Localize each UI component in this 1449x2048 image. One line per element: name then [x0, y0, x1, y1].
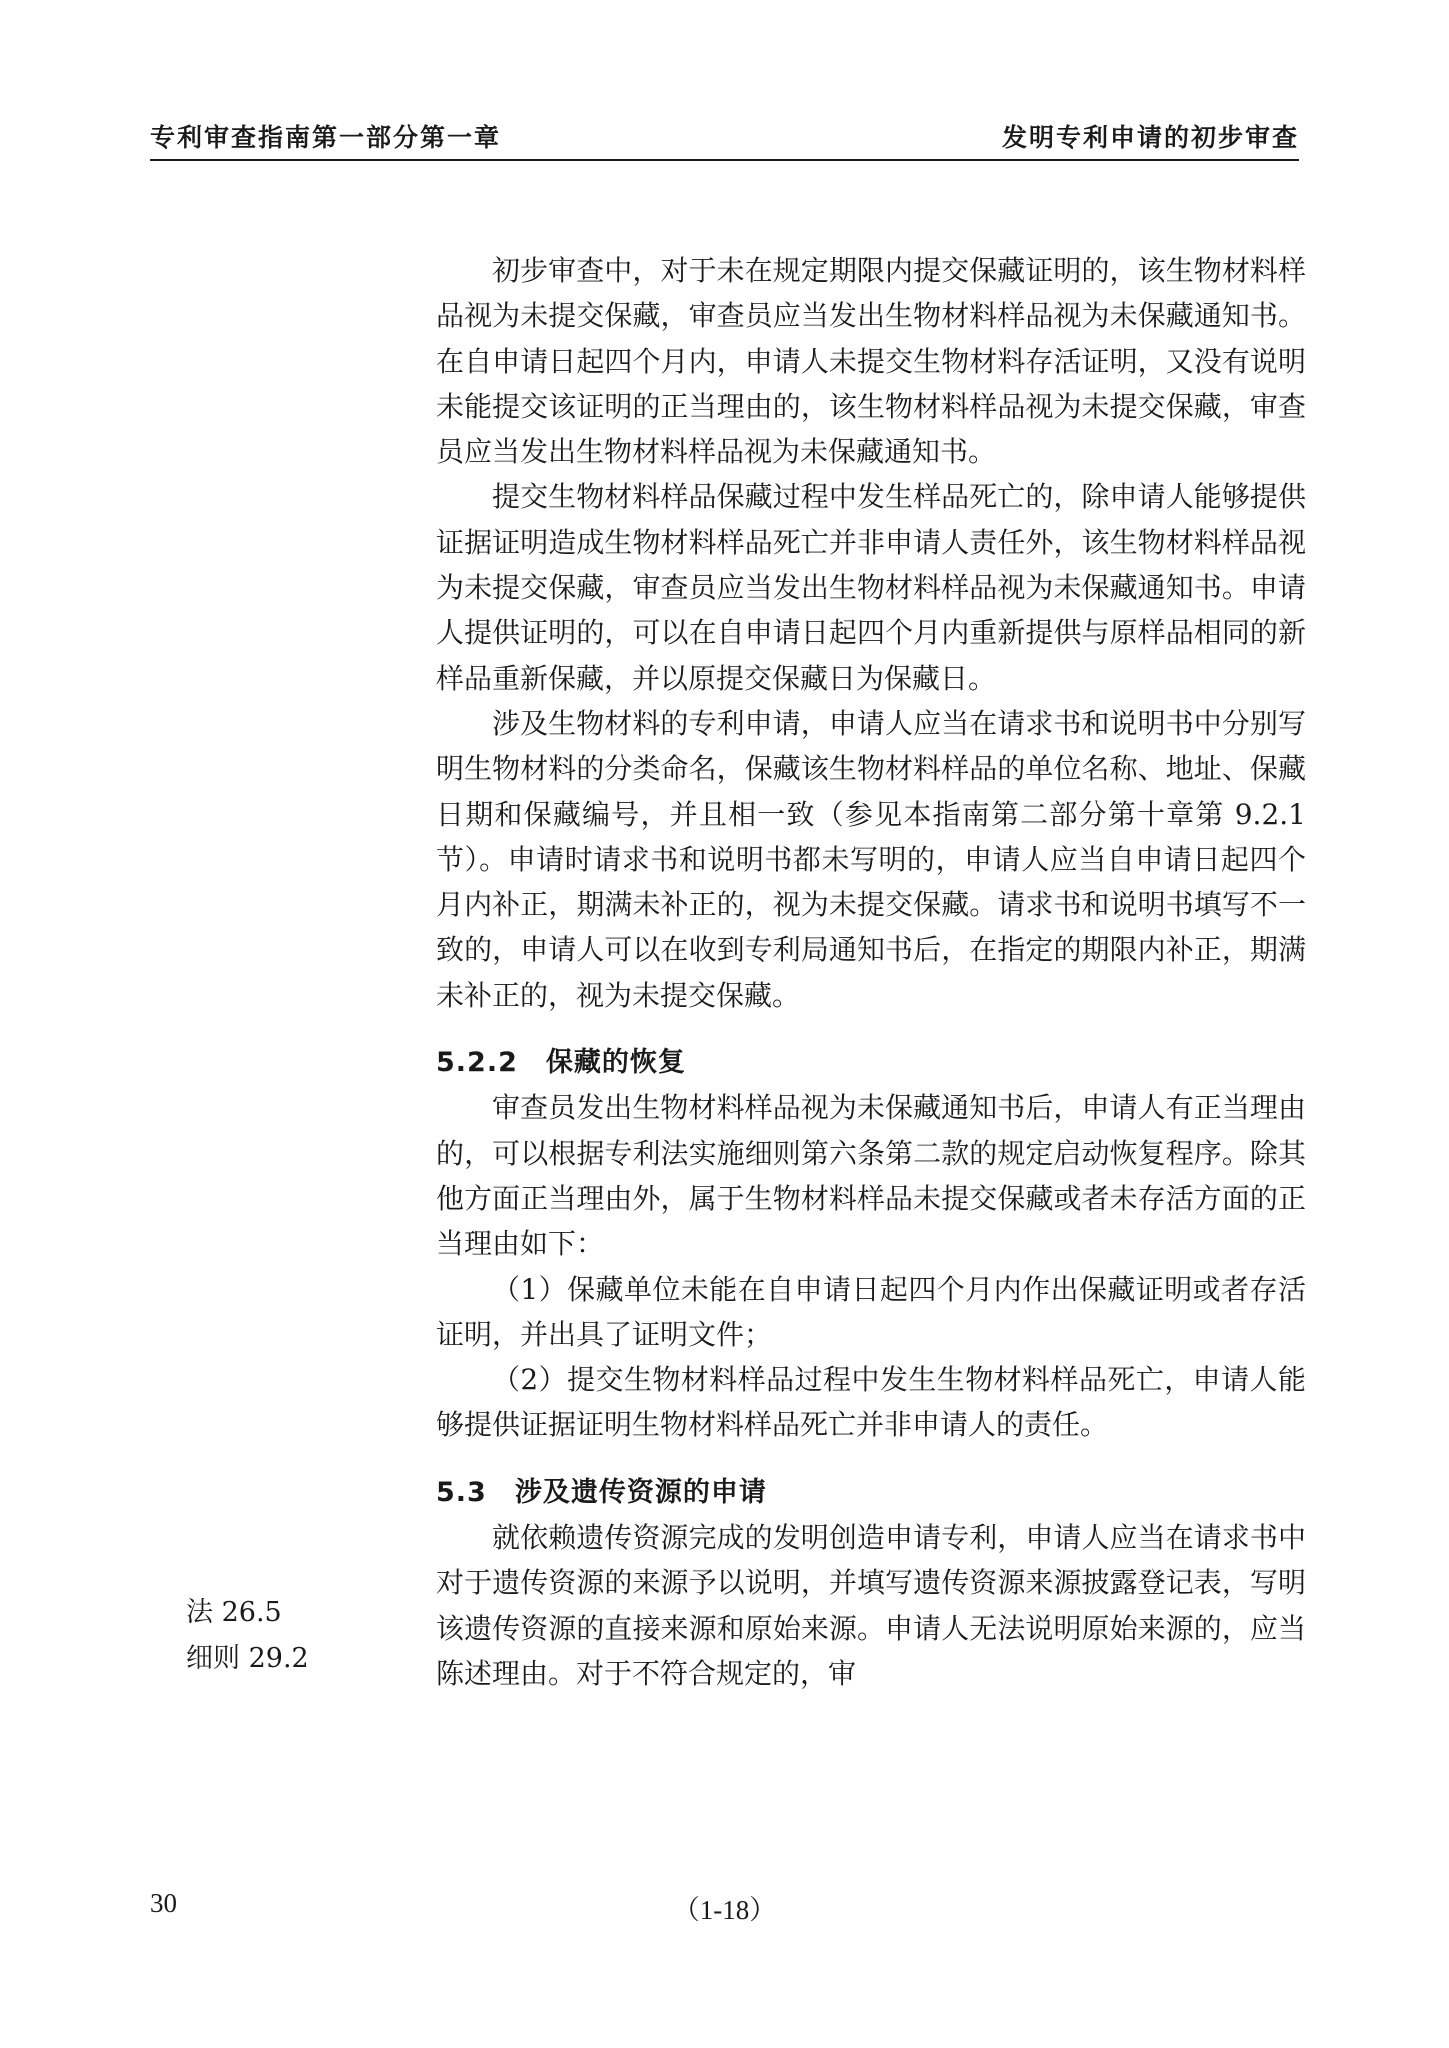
footer-section-number: （1-18） [672, 1895, 777, 1925]
section-heading-5-3: 5.3 涉及遗传资源的申请 [436, 1476, 767, 1508]
header-divider [150, 159, 1299, 161]
margin-note-rule: 细则 29.2 [186, 1643, 309, 1674]
section-gap [436, 1018, 1306, 1040]
section-gap [436, 1448, 1306, 1470]
paragraph-request-consistency: 涉及生物材料的专利申请，申请人应当在请求书和说明书中分别写明生物材料的分类命名，保藏该生物材料样品的单位名称、地址、保藏日期和保藏编号，并且相一致（参见本指南第二部分第十章第 9.2.1 节）。申请时请求书和说明书都未写明的，申请人应当自申请日起四个月内补正，期满未补正的，视为未提交保藏。请求书和说明书填写不一致的，申请人可以在收到专利局通知书后，在指定的期限内补正，期满未补正的，视为未提交保藏。 [436, 706, 1306, 1012]
paragraph-restoration: 审查员发出生物材料样品视为未保藏通知书后，申请人有正当理由的，可以根据专利法实施细则第六条第二款的规定启动恢复程序。除其他方面正当理由外，属于生物材料样品未提交保藏或者未存活方面的正当理由如下： [436, 1091, 1306, 1261]
list-item-2: （2）提交生物材料样品过程中发生生物材料样品死亡，申请人能够提供证据证明生物材料样品死亡并非申请人的责任。 [436, 1363, 1306, 1442]
running-header-right: 发明专利申请的初步审查 [1001, 123, 1299, 152]
list-item-1: （1）保藏单位未能在自申请日起四个月内作出保藏证明或者存活证明，并出具了证明文件； [436, 1272, 1306, 1351]
main-text [436, 248, 1306, 1696]
paragraph-deposit-certificate: 初步审查中，对于未在规定期限内提交保藏证明的，该生物材料样品视为未提交保藏，审查员应当发出生物材料样品视为未保藏通知书。在自申请日起四个月内，申请人未提交生物材料存活证明，又没有说明未能提交该证明的正当理由的，该生物材料样品视为未提交保藏，审查员应当发出生物材料样品视为未保藏通知书。 [436, 254, 1306, 469]
section-heading-5-2-2: 5.2.2 保藏的恢复 [436, 1047, 686, 1079]
paragraph-sample-death: 提交生物材料样品保藏过程中发生样品死亡的，除申请人能够提供证据证明造成生物材料样品死亡并非申请人责任外，该生物材料样品视为未提交保藏，审查员应当发出生物材料样品视为未保藏通知书。申请人提供证明的，可以在自申请日起四个月内重新提供与原样品相同的新样品重新保藏，并以原提交保藏日为保藏日。 [436, 480, 1306, 695]
page-number: 30 [150, 1888, 177, 1918]
paragraph-genetic-resources: 就依赖遗传资源完成的发明创造申请专利，申请人应当在请求书中对于遗传资源的来源予以说明，并填写遗传资源来源披露登记表，写明该遗传资源的直接来源和原始来源。申请人无法说明原始来源的，应当陈述理由。对于不符合规定的，审 [436, 1521, 1306, 1690]
running-header-left: 专利审查指南第一部分第一章 [150, 123, 502, 152]
margin-note-law: 法 26.5 [186, 1597, 282, 1628]
